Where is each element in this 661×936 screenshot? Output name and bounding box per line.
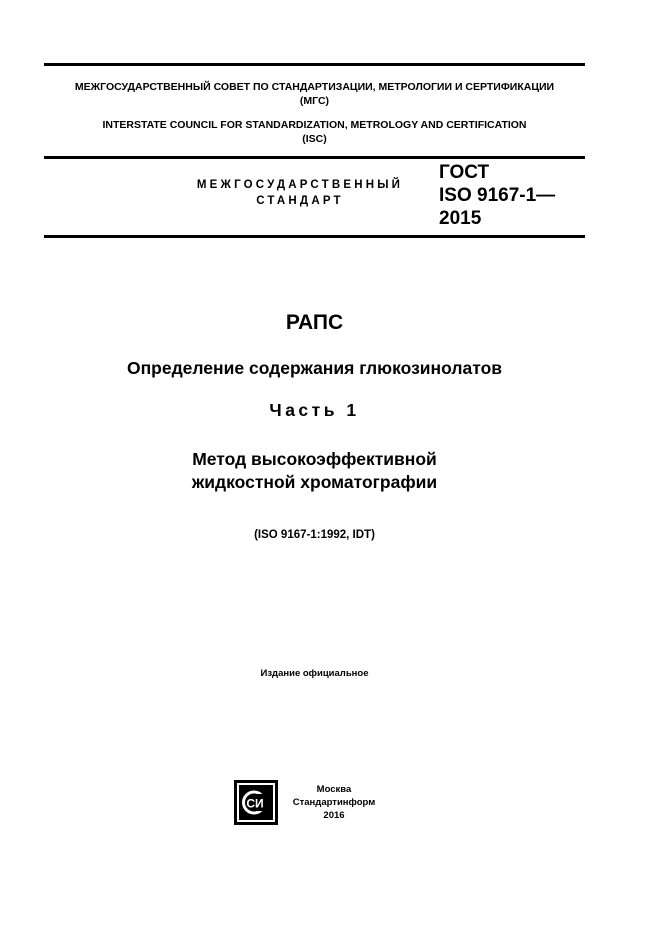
gost-code-line2: ISO 9167-1—	[439, 185, 556, 206]
council-name-english	[44, 118, 585, 146]
standard-type-label	[180, 177, 420, 209]
middle-rule	[44, 156, 585, 159]
iso-reference: (ISO 9167-1:1992, IDT)	[254, 529, 375, 541]
bottom-rule	[44, 235, 585, 238]
document-part: Часть 1	[269, 400, 360, 420]
document-subtitle: Определение содержания глюкозинолатов	[126, 358, 503, 378]
method-line2: жидкостной хроматографии	[191, 472, 438, 492]
council-en-line1: INTERSTATE COUNCIL FOR STANDARDIZATION, METROLOGY AND CERTIFICATION	[102, 119, 527, 131]
standard-label-line1: МЕЖГОСУДАРСТВЕННЫЙ	[196, 179, 404, 191]
publisher-name: Стандартинформ	[292, 797, 376, 808]
gost-code-line1: ГОСТ	[439, 162, 490, 183]
method-line1: Метод высокоэффективной	[192, 449, 437, 469]
standard-label-line2: СТАНДАРТ	[256, 195, 344, 207]
publisher-year: 2016	[323, 810, 345, 821]
logo-lettering: СИ	[246, 796, 264, 811]
council-ru-line1: МЕЖГОСУДАРСТВЕННЫЙ СОВЕТ ПО СТАНДАРТИЗАЦИИ, МЕТРОЛОГИИ И СЕРТИФИКАЦИИ	[74, 81, 555, 93]
council-en-line2: (ISC)	[302, 133, 327, 145]
publisher-city: Москва	[316, 784, 352, 795]
publisher-block	[286, 783, 382, 822]
document-title: РАПС	[285, 311, 344, 334]
gost-code-line3: 2015	[439, 208, 482, 229]
top-rule	[44, 63, 585, 66]
standartinform-logo-icon	[234, 780, 278, 825]
council-name-russian	[44, 80, 585, 108]
document-method	[44, 448, 585, 494]
gost-designation	[439, 161, 555, 230]
edition-note: Издание официальное	[260, 668, 369, 679]
council-ru-line2: (МГС)	[299, 95, 330, 107]
